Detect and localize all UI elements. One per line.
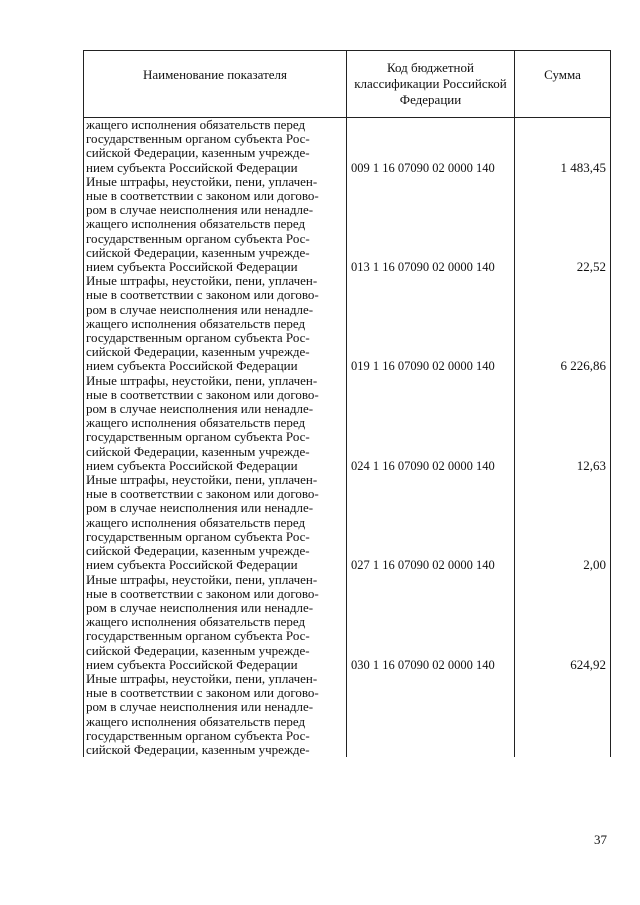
row-sum: 1 483,45 bbox=[515, 118, 611, 175]
table-row bbox=[84, 118, 611, 175]
row-sum: 2,00 bbox=[515, 473, 611, 572]
table-header-row bbox=[84, 51, 611, 118]
row-sum bbox=[515, 672, 611, 757]
row-code: 027 1 16 07090 02 0000 140 bbox=[347, 473, 515, 572]
header-name: Наименование показателя bbox=[84, 51, 347, 118]
row-name: Иные штрафы, неустойки, пени, уплачен- ные в соответствии с законом или догово- ром в случае неисполнения или ненадле- жащего исполнения обязательств перед государственным органом субъекта Рос- сийской Федерации, казенным учрежде- нием субъекта Российской Федерации bbox=[84, 274, 347, 373]
page-number: 37 bbox=[594, 832, 607, 847]
header-sum: Сумма bbox=[515, 51, 611, 118]
row-name: Иные штрафы, неустойки, пени, уплачен- ные в соответствии с законом или догово- ром в случае неисполнения или ненадле- жащего исполнения обязательств перед государственным органом субъекта Рос- сийской Федерации, казенным учрежде- нием субъекта Российской Федерации bbox=[84, 175, 347, 274]
budget-table bbox=[83, 50, 611, 757]
row-sum: 6 226,86 bbox=[515, 274, 611, 373]
row-name: Иные штрафы, неустойки, пени, уплачен- ные в соответствии с законом или догово- ром в случае неисполнения или ненадле- жащего исполнения обязательств перед государственным органом субъекта Рос- сийской Федерации, казенным учрежде- нием субъекта Российской Федерации bbox=[84, 573, 347, 672]
row-name: Иные штрафы, неустойки, пени, уплачен- ные в соответствии с законом или догово- ром в случае неисполнения или ненадле- жащего исполнения обязательств перед государственным органом субъекта Рос- сийской Федерации, казенным учрежде- нием субъекта Российской Федерации bbox=[84, 473, 347, 572]
row-code bbox=[347, 672, 515, 757]
row-name: Иные штрафы, неустойки, пени, уплачен- ные в соответствии с законом или догово- ром в случае неисполнения или ненадле- жащего исполнения обязательств перед государственным органом субъекта Рос- сийской Федерации, казенным учрежде- нием субъекта Российской Федерации bbox=[84, 374, 347, 473]
row-name: жащего исполнения обязательств перед государственным органом субъекта Рос- сийской Федерации, казенным учрежде- нием субъекта Российской Федерации bbox=[84, 118, 347, 175]
row-code: 024 1 16 07090 02 0000 140 bbox=[347, 374, 515, 473]
row-code: 009 1 16 07090 02 0000 140 bbox=[347, 118, 515, 175]
row-sum: 624,92 bbox=[515, 573, 611, 672]
table-row bbox=[84, 672, 611, 757]
table-row bbox=[84, 175, 611, 274]
row-sum: 12,63 bbox=[515, 374, 611, 473]
header-code: Код бюджетной классификации Российской Федерации bbox=[347, 51, 515, 118]
row-name: Иные штрафы, неустойки, пени, уплачен- ные в соответствии с законом или догово- ром в случае неисполнения или ненадле- жащего исполнения обязательств перед государственным органом субъекта Рос- сийской Федерации, казенным учрежде- bbox=[84, 672, 347, 757]
row-sum: 22,52 bbox=[515, 175, 611, 274]
table-row bbox=[84, 274, 611, 373]
table-row bbox=[84, 573, 611, 672]
row-code: 030 1 16 07090 02 0000 140 bbox=[347, 573, 515, 672]
row-code: 013 1 16 07090 02 0000 140 bbox=[347, 175, 515, 274]
table-row bbox=[84, 374, 611, 473]
table-row bbox=[84, 473, 611, 572]
row-code: 019 1 16 07090 02 0000 140 bbox=[347, 274, 515, 373]
